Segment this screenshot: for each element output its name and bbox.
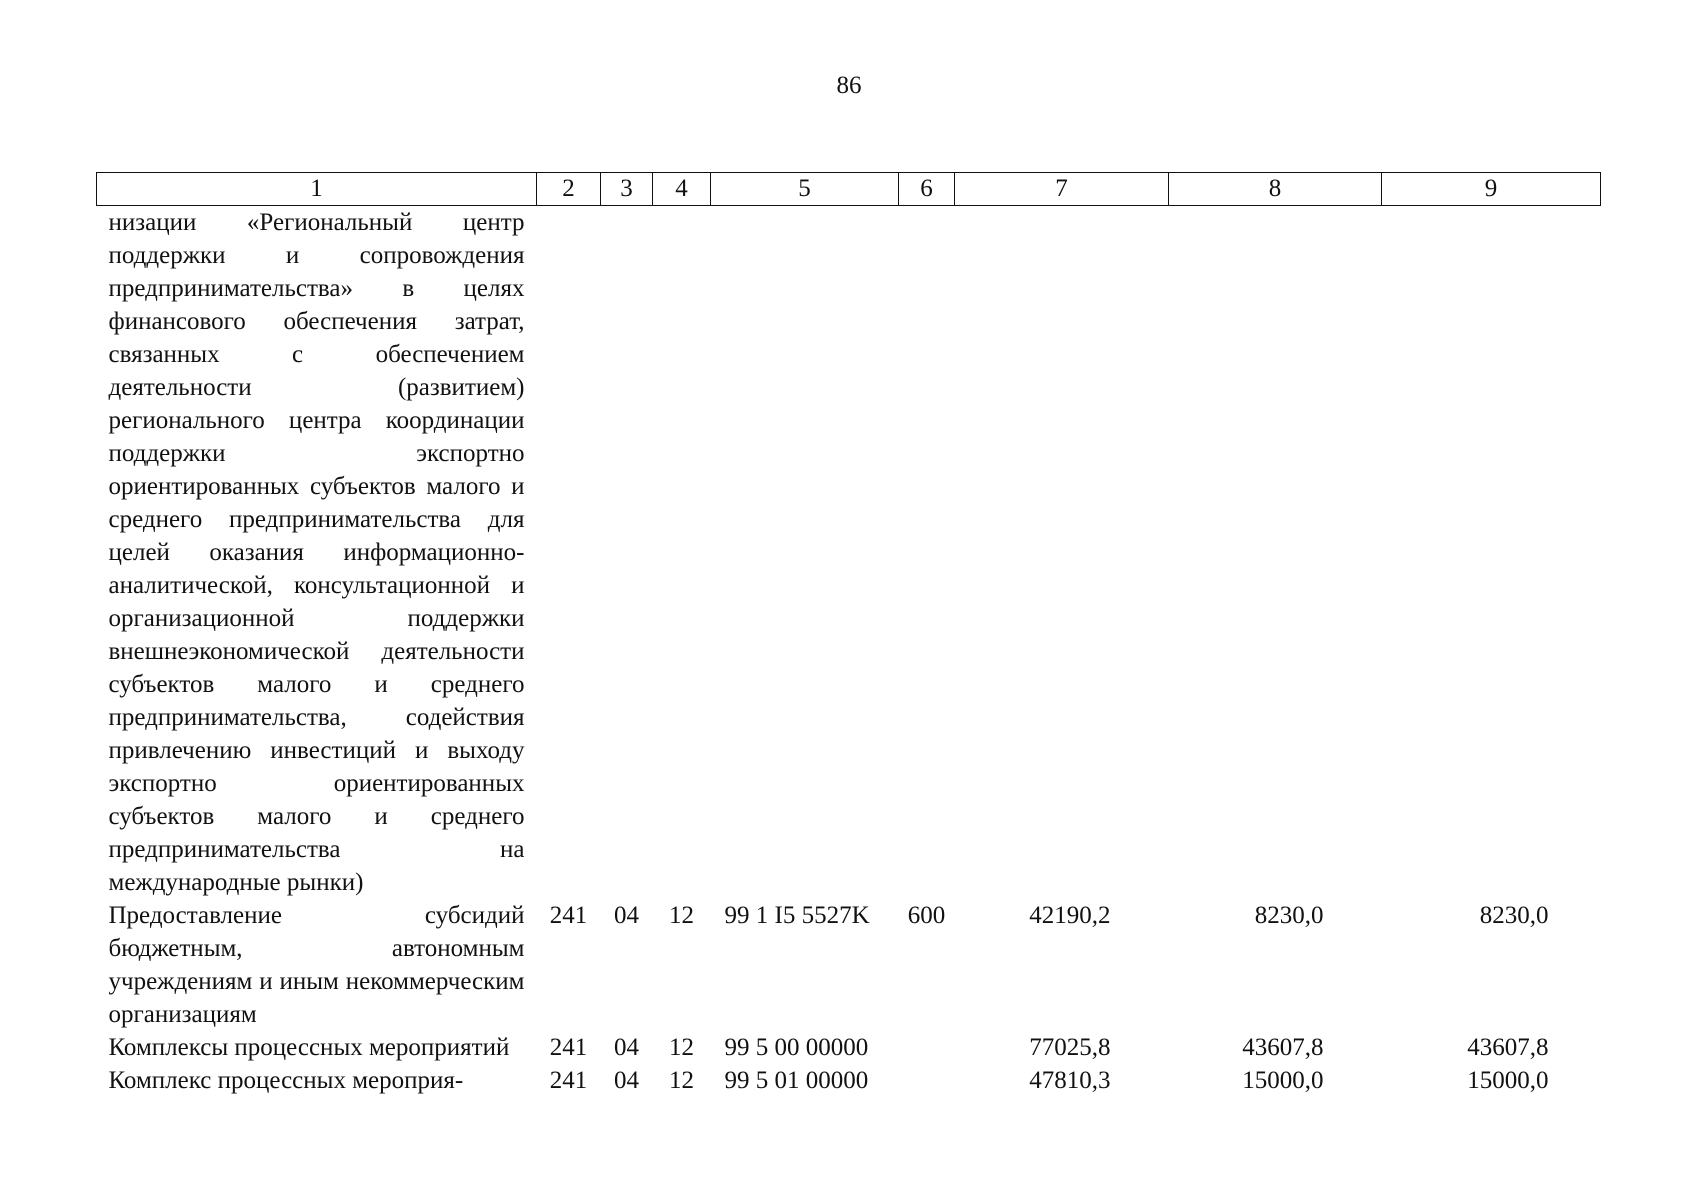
table-row <box>97 899 1601 1031</box>
table-row <box>97 1031 1601 1064</box>
cell-c2: 241 <box>549 1067 588 1094</box>
row-description: Комплекс процессных мероприя- <box>108 1067 464 1094</box>
cell-c7 <box>955 206 1169 900</box>
cell-c7: 42190,2 <box>1029 902 1111 929</box>
cell-c4: 12 <box>669 902 694 929</box>
cell-c7: 47810,3 <box>1029 1067 1111 1094</box>
cell-c9: 43607,8 <box>1467 1034 1549 1061</box>
header-col-9: 9 <box>1382 173 1601 206</box>
cell-c9: 8230,0 <box>1479 902 1549 929</box>
cell-c8: 8230,0 <box>1254 902 1324 929</box>
cell-c4 <box>653 206 711 900</box>
cell-c2: 241 <box>549 1034 588 1061</box>
cell-c6: 600 <box>907 902 946 929</box>
cell-c5: 99 5 01 00000 <box>724 1067 869 1094</box>
header-col-1: 1 <box>97 173 537 206</box>
header-col-2: 2 <box>537 173 601 206</box>
cell-c3: 04 <box>614 1067 639 1094</box>
cell-c8: 43607,8 <box>1242 1034 1324 1061</box>
cell-c5 <box>711 206 899 900</box>
header-col-7: 7 <box>955 173 1169 206</box>
cell-c2: 241 <box>549 902 588 929</box>
row-description: низации «Региональный центр поддержки и сопровождения предпринимательства» в целях финансового обеспечения затрат, связанных с обеспечением деятельности (развитием) регионального центра координации поддержки экспортно ориентированных субъектов малого и среднего предпринимательства для целей оказания информационно-аналитической, консультационной и организационной поддержки внешнеэкономической деятельности субъектов малого и среднего предпринимательства, содействия привлечению инвестиций и выходу экспортно ориентированных субъектов малого и среднего предпринимательства на международные рынки) <box>108 209 525 896</box>
cell-c6 <box>899 1031 955 1064</box>
row-description: Комплексы процессных мероприятий <box>108 1034 510 1061</box>
cell-c5: 99 1 I5 5527K <box>724 902 870 929</box>
cell-c3: 04 <box>614 902 639 929</box>
cell-c8 <box>1169 206 1382 900</box>
cell-c8: 15000,0 <box>1242 1067 1324 1094</box>
cell-c3: 04 <box>614 1034 639 1061</box>
cell-c6 <box>899 1064 955 1097</box>
budget-table <box>96 172 1601 1097</box>
header-row <box>97 173 1601 206</box>
cell-c3 <box>601 206 653 900</box>
cell-c9: 15000,0 <box>1467 1067 1549 1094</box>
cell-c5: 99 5 00 00000 <box>724 1034 869 1061</box>
header-col-4: 4 <box>653 173 711 206</box>
table-row <box>97 1064 1601 1097</box>
page-number: 86 <box>836 72 862 99</box>
cell-c4: 12 <box>669 1034 694 1061</box>
cell-c2 <box>537 206 601 900</box>
header-col-6: 6 <box>899 173 955 206</box>
cell-c7: 77025,8 <box>1029 1034 1111 1061</box>
cell-c4: 12 <box>669 1067 694 1094</box>
header-col-3: 3 <box>601 173 653 206</box>
header-col-5: 5 <box>711 173 899 206</box>
cell-c9 <box>1382 206 1601 900</box>
row-description: Предоставление субсидий бюджетным, автономным учреждениям и иным некоммерческим организациям <box>108 902 525 1028</box>
table-row <box>97 206 1601 900</box>
cell-c6 <box>899 206 955 900</box>
header-col-8: 8 <box>1169 173 1382 206</box>
